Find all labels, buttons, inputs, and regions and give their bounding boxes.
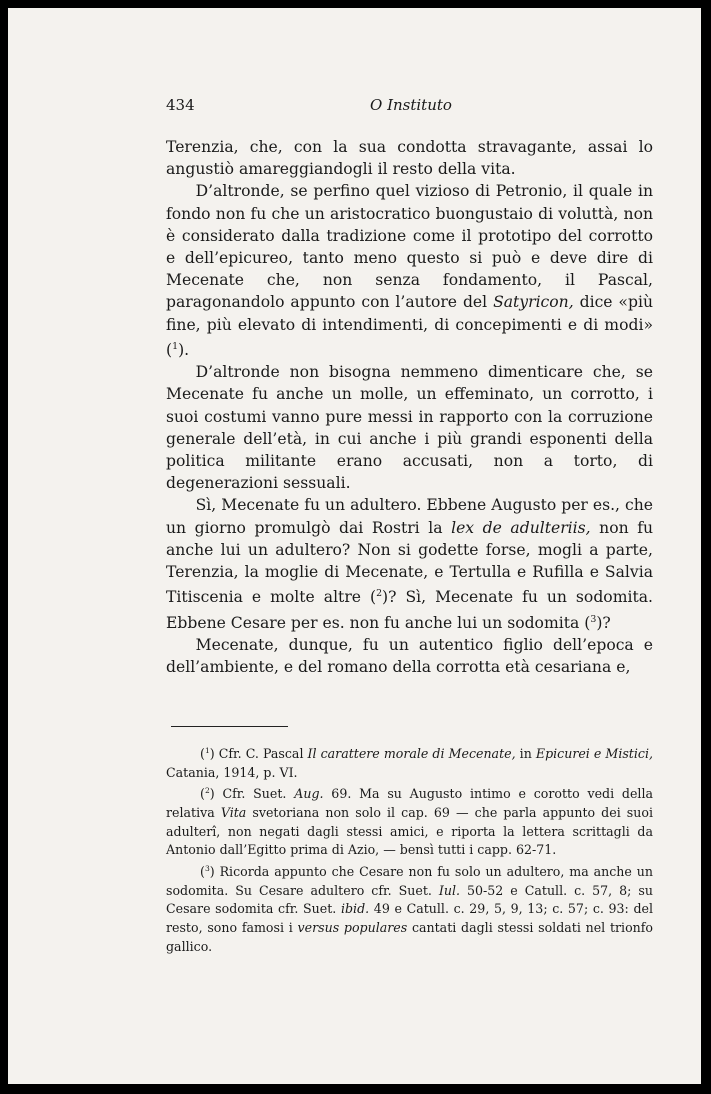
footnote-text: Ricorda appunto che Cesare non fu solo un adultero, ma anche un sodomita. Su Cesare adultero cfr. Suet. (166, 864, 653, 898)
footnote-italic: ibid. (340, 901, 370, 917)
footnote-text: svetoriana non solo il cap. 69 — che parla appunto dei suoi adulterî, non negati dagli stessi amici, e riporta la lettera scrittagli da Antonio dall’Egitto prima di Azio, — bensì tutti i capp. 62-71. (166, 805, 653, 858)
paragraph (166, 180, 653, 361)
footnote-text: Catania, 1914, p. VI. (166, 764, 298, 780)
footnote-text: 49 e Catull. c. 29, 5, 9, 13; c. 57; c. 93: del resto, sono famosi i (166, 901, 653, 935)
footnote-italic: versus populares (297, 919, 408, 935)
footnote-number: 1 (204, 746, 210, 755)
footnote-divider (171, 726, 288, 727)
paragraph-text: )? (596, 613, 611, 632)
footnote: ($^2$) Cfr. Suet. Aug. 69. Ma su Augusto intimo e corotto vedi della relativa Vita svetoriana non solo il cap. 69 — che parla appunto dei suoi adulterî, non negati dagli stessi amici, e riporta la lettera scrittagli da Antonio dall’Egitto prima di Azio, — bensì tutti i capp. 62-71. (166, 786, 653, 858)
paragraph-text: Terenzia, che, con la sua condotta stravagante, assai lo angustiò amareggiandogli il resto della vita. (166, 138, 653, 179)
paragraph-text: D’altronde non bisogna nemmeno dimenticare che, se Mecenate fu anche un molle, un effeminato, un corrotto, i suoi costumi vanno pure messi in rapporto con la corruzione generale dell’età, in cui anche i più grandi esponenti della politica militante erano accusati, non a torto, di degenerazioni sessuali. (166, 363, 653, 493)
main-text (166, 136, 653, 678)
running-title: O Instituto (370, 96, 452, 114)
paragraph (166, 361, 653, 494)
footnote-text: Cfr. C. Pascal (218, 746, 308, 762)
footnote-italic: Iul. (438, 882, 461, 898)
paragraph-text: non fu anche lui un adultero? Non si godette forse, mogli a parte, Terenzia, la moglie di Mecenate, e Tertulla e Rufilla e Salvia Titiscenia e molte altre ( (166, 518, 654, 607)
footnote-italic: Vita (220, 805, 247, 821)
footnote-number: 2 (204, 786, 210, 796)
paragraph-text: D’altronde, se perfino quel vizioso di Petronio, il quale in fondo non fu che un aristocratico buongustaio di voluttà, non è considerato dalla tradizione come il prototipo del corrotto e dell’epicureo, tanto meno questo si può e deve dire di Mecenate che, non senza fondamento, il Pascal, paragonandolo appunto con l’autore del (166, 182, 653, 312)
book-page (8, 8, 701, 1084)
footnote: ($^1$) Cfr. C. Pascal Il carattere morale di Mecenate, in Epicurei e Mistici, Catania, 1914, p. VI. (166, 746, 653, 780)
italic-title: Satyricon, (493, 293, 574, 312)
running-header (8, 96, 701, 118)
footnotes (166, 742, 653, 956)
footnote-ref: 1 (172, 340, 179, 352)
paragraph (166, 136, 653, 180)
footnote-text: 69. Ma su Augusto intimo e corotto vedi della relativa (166, 786, 653, 821)
footnote: ($^3$) Ricorda appunto che Cesare non fu solo un adultero, ma anche un sodomita. Su Cesare adultero cfr. Suet. Iul. 50-52 e Catull. c. 57, 8; su Cesare sodomita cfr. Suet. ibid. 49 e Catull. c. 29, 5, 9, 13; c. 57; c. 93: del resto, sono famosi i versus populares cantati dagli stessi soldati nel trionfo gallico. (166, 863, 654, 954)
footnote-number: 3 (204, 863, 210, 873)
paragraph-text: Sì, Mecenate fu un adultero. Ebbene Augusto per es., che un giorno promulgò dai Rostri la (166, 496, 653, 537)
italic-title: lex de adulteriis, (451, 518, 591, 537)
paragraph-text: )? Sì, Mecenate fu un sodomita. Ebbene Cesare per es. non fu anche lui un sodomita ( (166, 588, 653, 632)
footnote-text: Cfr. Suet. (222, 786, 295, 802)
paragraph-text: ). (178, 341, 190, 360)
page-number: 434 (166, 96, 195, 114)
footnote-italic: Epicurei e Mistici, (535, 746, 653, 762)
footnote-text: 50-52 e Catull. c. 57, 8; su Cesare sodomita cfr. Suet. (166, 882, 653, 917)
paragraph (166, 634, 653, 678)
footnote-italic: Aug. (294, 786, 324, 802)
footnote-text: cantati dagli stessi soldati nel trionfo gallico. (166, 919, 654, 954)
footnote-italic: Il carattere morale di Mecenate, (307, 746, 516, 762)
footnote-ref: 3 (590, 613, 597, 625)
footnote-ref: 2 (376, 588, 383, 600)
footnote-text: in (515, 746, 536, 762)
paragraph-text: Mecenate, dunque, fu un autentico figlio dell’epoca e dell’ambiente, e del romano della corrotta età cesariana e, (166, 636, 653, 677)
paragraph-text: dice «più fine, più elevato di intendimenti, di concepimenti e di modi» ( (166, 293, 653, 360)
paragraph (166, 494, 653, 634)
